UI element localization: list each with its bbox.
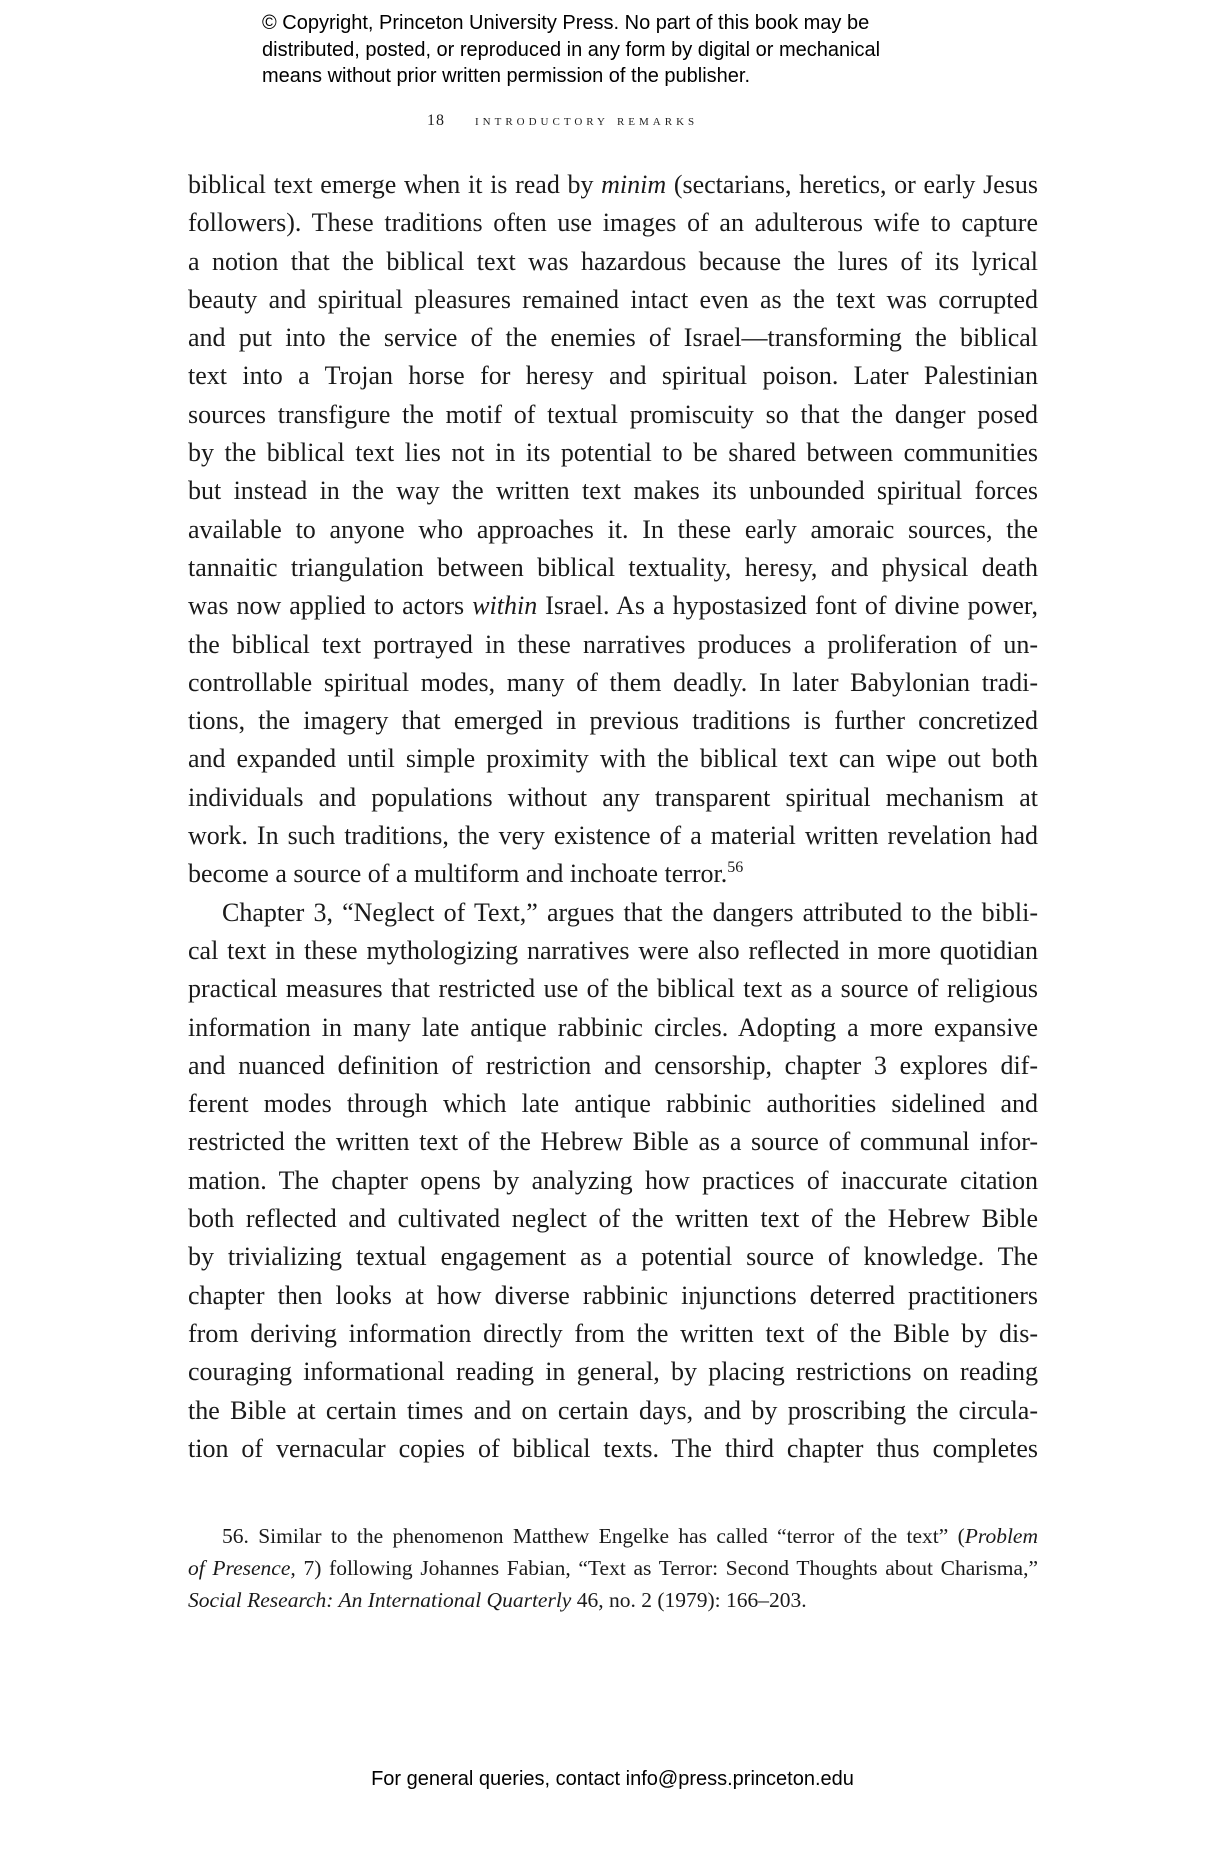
body-line: Chapter 3, “Neglect of Text,” argues that the dangers attributed to the bibli- [222,897,1038,927]
body-line: from deriving information directly from the written text of the Bible by dis- [188,1318,1038,1348]
text-run: 46, no. 2 (1979): 166–203. [571,1588,807,1612]
copyright-notice [262,10,982,90]
body-line: ferent modes through which late antique rabbinic authorities sidelined and [188,1089,1038,1119]
contact-footer: For general queries, contact info@press.princeton.edu [371,1768,854,1790]
footnote-line [188,1552,1038,1584]
body-line: tannaitic triangulation between biblical textuality, heresy, and physical death [188,552,1038,582]
body-line: couraging informational reading in general, by placing restrictions on reading [188,1357,1038,1387]
italic-title: Problem [964,1524,1038,1548]
body-line: mation. The chapter opens by analyzing how practices of inaccurate citation [188,1165,1038,1195]
italic-term-within: within [472,591,538,621]
body-line: practical measures that restricted use of the biblical text as a source of religious [188,974,1038,1004]
copyright-line: © Copyright, Princeton University Press. No part of this book may be [262,12,870,34]
running-head-title: introductory remarks [475,112,699,129]
body-line: by trivializing textual engagement as a potential source of knowledge. The [188,1242,1038,1272]
body-line: by the biblical text lies not in its potential to be shared between communities [188,438,1038,468]
text-run: become a source of a multiform and inchoate terror. [188,859,728,889]
body-line: tion of vernacular copies of biblical texts. The third chapter thus completes [188,1433,1038,1463]
body-line [188,587,1038,625]
footnote-56 [188,1520,1038,1616]
body-line: information in many late antique rabbinic circles. Adopting a more expansive [188,1012,1038,1042]
body-line: and expanded until simple proximity with the biblical text can wipe out both [188,744,1038,774]
copyright-line: means without prior written permission of the publisher. [262,65,751,87]
body-line: controllable spiritual modes, many of them deadly. In later Babylonian tradi- [188,667,1038,697]
text-run: 56. Similar to the phenomenon Matthew Engelke has called “terror of the text” ( [222,1524,965,1548]
body-line: followers). These traditions often use images of an adulterous wife to capture [188,208,1038,238]
body-line: beauty and spiritual pleasures remained intact even as the text was corrupted [188,284,1038,314]
body-text [188,166,1038,1468]
italic-title: of Presence, [188,1556,296,1580]
text-run: 7) following Johannes Fabian, “Text as Terror: Second Thoughts about Charisma,” [295,1556,1038,1580]
body-line: and nuanced definition of restriction and censorship, chapter 3 explores dif- [188,1050,1038,1080]
body-line: restricted the written text of the Hebrew Bible as a source of communal infor- [188,1127,1038,1157]
italic-term-minim: minim [601,170,667,199]
body-line: text into a Trojan horse for heresy and spiritual poison. Later Palestinian [188,361,1038,391]
body-line: available to anyone who approaches it. In these early amoraic sources, the [188,514,1038,544]
text-run: (sectarians, heretics, or early Jesus [666,170,1038,199]
text-run: biblical text emerge when it is read by [188,170,602,199]
body-line: the biblical text portrayed in these narratives produces a proliferation of un- [188,629,1038,659]
body-line: a notion that the biblical text was hazardous because the lures of its lyrical [188,246,1038,276]
body-line: the Bible at certain times and on certain days, and by proscribing the circula- [188,1395,1038,1425]
body-line: both reflected and cultivated neglect of the written text of the Hebrew Bible [188,1204,1038,1234]
page-number: 18 [427,112,445,129]
body-line: work. In such traditions, the very existence of a material written revelation had [188,821,1038,851]
body-line: tions, the imagery that emerged in previous traditions is further concretized [188,706,1038,736]
text-run: Israel. As a hypostasized font of divine power, [537,591,1038,621]
body-line [188,166,1038,204]
body-line: but instead in the way the written text makes its unbounded spiritual forces [188,476,1038,506]
body-line [188,855,1038,893]
footnote-line [188,1520,1038,1552]
italic-journal-title: Social Research: An International Quarterly [188,1588,572,1612]
body-line: chapter then looks at how diverse rabbinic injunctions deterred practitioners [188,1280,1038,1310]
body-line: cal text in these mythologizing narratives were also reflected in more quotidian [188,935,1038,965]
text-run: was now applied to actors [188,591,473,621]
body-line: individuals and populations without any transparent spiritual mechanism at [188,782,1038,812]
footnote-line [188,1584,1038,1616]
body-line: sources transfigure the motif of textual promiscuity so that the danger posed [188,399,1038,429]
body-line: and put into the service of the enemies of Israel—transforming the biblical [188,323,1038,353]
copyright-line: distributed, posted, or reproduced in any form by digital or mechanical [262,38,881,61]
footnote-ref-56: 56 [727,859,744,877]
